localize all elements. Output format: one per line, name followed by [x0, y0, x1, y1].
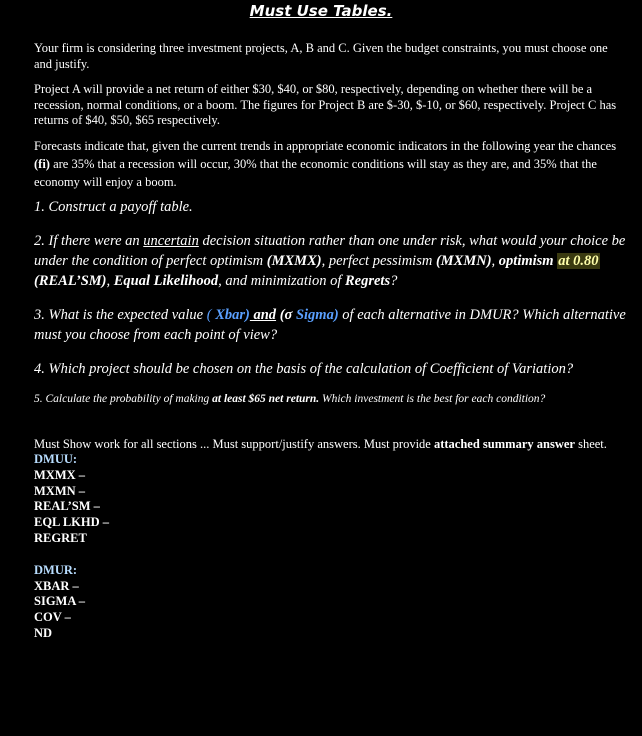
- q3-text-b: of each alternative in DMUR? Which alternative must you choose from each point of view?: [34, 306, 626, 343]
- q5-bold: at least $65 net return.: [212, 392, 320, 405]
- list-item: COV –: [34, 610, 71, 625]
- q5-text-b: Which investment is the best for each condition?: [319, 392, 546, 405]
- q2-highlight-at-080: at 0.80: [558, 252, 599, 269]
- q3-paren-open: (: [206, 306, 212, 323]
- dmuu-list: [34, 452, 626, 547]
- q2-text-d: ,: [491, 252, 499, 269]
- forecast-paragraph: [34, 137, 626, 191]
- list-item: REGRET: [34, 530, 87, 545]
- q2-optimism: optimism: [498, 252, 554, 269]
- q5-text-a: 5. Calculate the probability of making: [34, 392, 213, 405]
- dmur-heading: DMUR:: [34, 562, 78, 577]
- footer-instructions: [34, 437, 626, 453]
- q2-mxmn: (MXMN): [435, 252, 492, 269]
- q3-and: and: [249, 306, 277, 323]
- q2-text-b: decision situation rather than one under risk, what would your choice be under the condition of perfect optimism: [34, 232, 626, 269]
- question-2: [34, 231, 626, 291]
- q2-text-e: ,: [106, 272, 114, 289]
- list-item: EQL LKHD –: [34, 515, 110, 530]
- forecast-text-2: are 35% that a recession will occur, 30% that the economic conditions will stay as they are, and 35% that the economy will enjoy a boom.: [34, 156, 597, 189]
- page-title: Must Use Tables.: [249, 2, 393, 20]
- footer-text-a: Must Show work for all sections ... Must support/justify answers. Must provide: [34, 436, 434, 451]
- q3-xbar: Xbar): [215, 306, 250, 323]
- question-4: 4. Which project should be chosen on the basis of the calculation of Coefficient of Variation?: [34, 360, 574, 377]
- footer-text-b: sheet.: [574, 436, 607, 451]
- assignment-document: [34, 40, 626, 642]
- list-item: MXMN –: [34, 483, 86, 498]
- projects-paragraph: Project A will provide a net return of either $30, $40, or $80, respectively, depending on whether there will be a recession, normal conditions, or a boom. The figures for Project B are $-30, $-10, or $60, respectively. Project C has returns of $40, $50, $65 respectively.: [34, 82, 617, 127]
- list-item: REAL’SM –: [34, 499, 100, 514]
- q2-equal-likelihood: Equal Likelihood: [113, 272, 219, 289]
- q2-text-a: 2. If there were an: [34, 232, 144, 249]
- probability-symbol: (fi): [34, 156, 50, 171]
- q2-uncertain: uncertain: [143, 232, 199, 249]
- q3-text-a: 3. What is the expected value: [34, 306, 207, 323]
- list-item: ND: [34, 625, 53, 640]
- q2-realsm: (REAL’SM): [34, 272, 107, 289]
- q3-sigma-paren: (σ: [276, 306, 296, 323]
- q2-regrets: Regrets: [345, 272, 391, 289]
- question-5: [34, 391, 626, 407]
- dmur-list: [34, 563, 626, 642]
- footer-bold: attached summary answer: [433, 436, 575, 451]
- dmuu-heading: DMUU:: [34, 452, 78, 466]
- forecast-text-1: Forecasts indicate that, given the current trends in appropriate economic indicators in the following year the chances: [34, 138, 617, 153]
- q2-text-c: , perfect pessimism: [321, 252, 436, 269]
- q2-mxmx: (MXMX): [266, 252, 322, 269]
- intro-paragraph: Your firm is considering three investment projects, A, B and C. Given the budget constraints, you must choose one and justify.: [34, 41, 608, 71]
- q2-text-f: , and minimization of: [218, 272, 345, 289]
- list-item: XBAR –: [34, 578, 79, 593]
- q2-text-g: ?: [390, 272, 398, 289]
- question-3: [34, 305, 626, 345]
- q3-sigma: Sigma): [295, 306, 339, 323]
- question-1: 1. Construct a payoff table.: [34, 198, 193, 215]
- list-item: MXMX –: [34, 467, 86, 482]
- list-item: SIGMA –: [34, 594, 86, 609]
